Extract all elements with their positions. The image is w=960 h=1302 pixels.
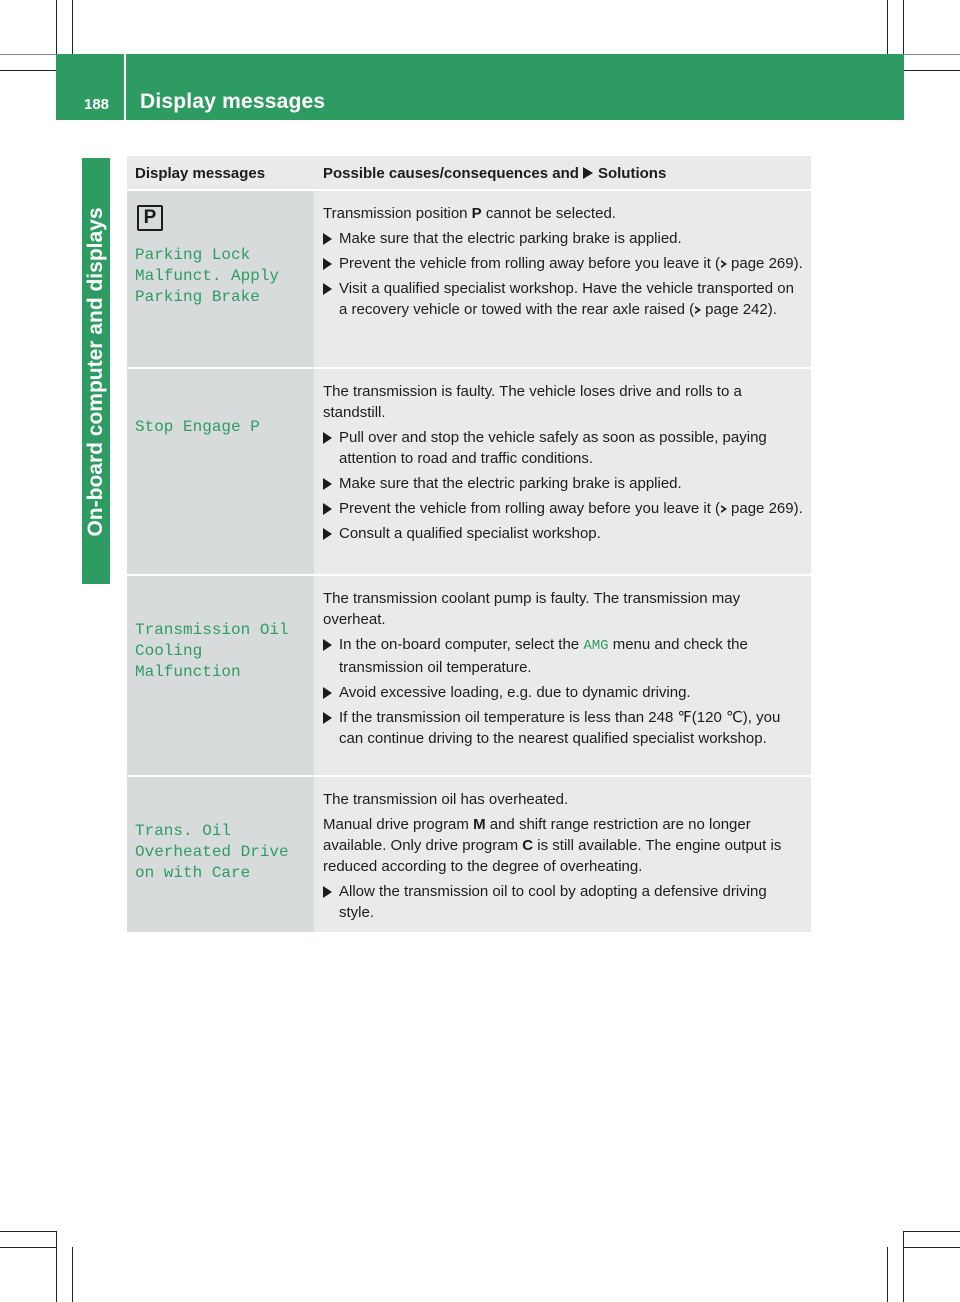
- display-messages-table: [127, 156, 811, 932]
- header-divider: [124, 54, 126, 120]
- solution-step: [323, 707, 805, 749]
- solution-step: [323, 682, 805, 703]
- page-number: 188: [84, 96, 110, 113]
- cause-text-part: is still available. The engine output is reduced according to the degree of overheating.: [323, 837, 782, 875]
- solution-step: [323, 228, 805, 249]
- crop-mark: [904, 1247, 960, 1248]
- amg-menu-code: AMG: [583, 638, 609, 654]
- cause-text: [323, 203, 805, 224]
- step-arrow-icon: [323, 639, 332, 651]
- cause-text-part: Manual drive program: [323, 816, 474, 833]
- message-line: Malfunct. Apply: [135, 267, 280, 285]
- step-text: In the on-board computer, select the: [339, 636, 584, 653]
- action-arrow-icon: [583, 167, 593, 179]
- step-arrow-icon: [323, 687, 332, 699]
- drive-program-c: C: [522, 837, 534, 854]
- step-arrow-icon: [323, 503, 332, 515]
- message-line: Stop Engage P: [135, 418, 260, 436]
- solution-step: [323, 881, 805, 923]
- crop-mark: [72, 0, 73, 56]
- cause-text-part: and shift range restriction are no longer available. Only drive program: [323, 816, 751, 854]
- step-arrow-icon: [323, 528, 332, 540]
- table-header: [127, 156, 811, 191]
- cause-text-part: Transmission position: [323, 205, 472, 222]
- cause-text-part: cannot be selected.: [481, 205, 616, 222]
- step-text: Make sure that the electric parking brake is applied.: [339, 230, 682, 247]
- message-cell: [127, 191, 314, 367]
- message-line: Malfunction: [135, 663, 241, 681]
- column-header-causes: Possible causes/consequences and: [323, 165, 579, 182]
- solution-cell: [314, 576, 811, 775]
- solution-step: [323, 634, 805, 678]
- solution-step: [323, 523, 805, 544]
- cause-text: The transmission is faulty. The vehicle loses drive and rolls to a standstill.: [323, 383, 742, 421]
- step-arrow-icon: [323, 258, 332, 270]
- column-header-display-messages: Display messages: [135, 165, 266, 182]
- column-header-causes-solutions: [314, 156, 666, 189]
- crop-mark: [904, 1231, 960, 1232]
- page-reference[interactable]: page 269).: [731, 500, 803, 517]
- message-line: Transmission Oil: [135, 621, 289, 639]
- message-line: Cooling: [135, 642, 203, 660]
- transmission-p-icon: P: [137, 205, 163, 231]
- page-reference[interactable]: page 242).: [705, 301, 777, 318]
- crop-mark: [0, 1247, 56, 1248]
- step-text: Allow the transmission oil to cool by adopting a defensive driving style.: [339, 883, 767, 921]
- solution-cell: [314, 777, 811, 932]
- solution-step: [323, 473, 805, 494]
- drive-program-m: M: [473, 816, 486, 833]
- step-text: Pull over and stop the vehicle safely as soon as possible, paying attention to road and traffic conditions.: [339, 429, 767, 467]
- solution-step: [323, 253, 805, 274]
- table-row: [127, 777, 811, 932]
- page-reference[interactable]: page 269).: [731, 255, 803, 272]
- table-row: [127, 369, 811, 576]
- step-arrow-icon: [323, 886, 332, 898]
- crop-mark: [72, 1247, 73, 1302]
- step-text: If the transmission oil temperature is less than 248 ℉(120 ℃), you can continue driving to the nearest qualified specialist workshop.: [339, 709, 781, 747]
- page-ref-icon: [721, 505, 727, 513]
- page-ref-icon: [695, 306, 701, 314]
- step-arrow-icon: [323, 233, 332, 245]
- page-ref-icon: [721, 260, 727, 268]
- cause-text: [323, 814, 805, 877]
- solution-step: [323, 498, 805, 519]
- step-arrow-icon: [323, 712, 332, 724]
- table-row: [127, 576, 811, 777]
- step-text: Avoid excessive loading, e.g. due to dynamic driving.: [339, 684, 691, 701]
- solution-cell: [314, 369, 811, 574]
- table-row: [127, 191, 811, 369]
- message-cell: [127, 576, 314, 775]
- crop-mark: [887, 0, 888, 56]
- page-header-title: Display messages: [140, 90, 326, 113]
- message-line: Overheated Drive: [135, 843, 289, 861]
- crop-mark: [0, 1231, 56, 1232]
- message-line: on with Care: [135, 864, 251, 882]
- column-header-solutions: Solutions: [597, 165, 667, 182]
- step-text: Prevent the vehicle from rolling away before you leave it (: [339, 255, 721, 272]
- gear-position: P: [471, 205, 482, 222]
- cause-text: The transmission oil has overheated.: [323, 791, 569, 808]
- crop-mark: [887, 1247, 888, 1302]
- step-text: Consult a qualified specialist workshop.: [339, 525, 601, 542]
- step-text: Prevent the vehicle from rolling away before you leave it (: [339, 500, 721, 517]
- step-text: Visit a qualified specialist workshop. Have the vehicle transported on a recovery vehicle or towed with the rear axle raised (: [339, 280, 794, 318]
- solution-cell: [314, 191, 811, 367]
- step-arrow-icon: [323, 283, 332, 295]
- message-cell: [127, 777, 314, 932]
- step-arrow-icon: [323, 432, 332, 444]
- solution-step: [323, 278, 805, 320]
- step-text: Make sure that the electric parking brake is applied.: [339, 475, 682, 492]
- message-line: Parking Lock: [135, 246, 251, 264]
- message-cell: [127, 369, 314, 574]
- step-arrow-icon: [323, 478, 332, 490]
- crop-mark: [903, 1231, 904, 1302]
- solution-step: [323, 427, 805, 469]
- side-tab-label: On-board computer and displays: [84, 207, 107, 537]
- cause-text: The transmission coolant pump is faulty. The transmission may overheat.: [323, 590, 741, 628]
- message-line: Trans. Oil: [135, 822, 232, 840]
- message-line: Parking Brake: [135, 288, 260, 306]
- crop-mark: [56, 1231, 57, 1302]
- step-text: menu and check the transmission oil temperature.: [339, 636, 748, 676]
